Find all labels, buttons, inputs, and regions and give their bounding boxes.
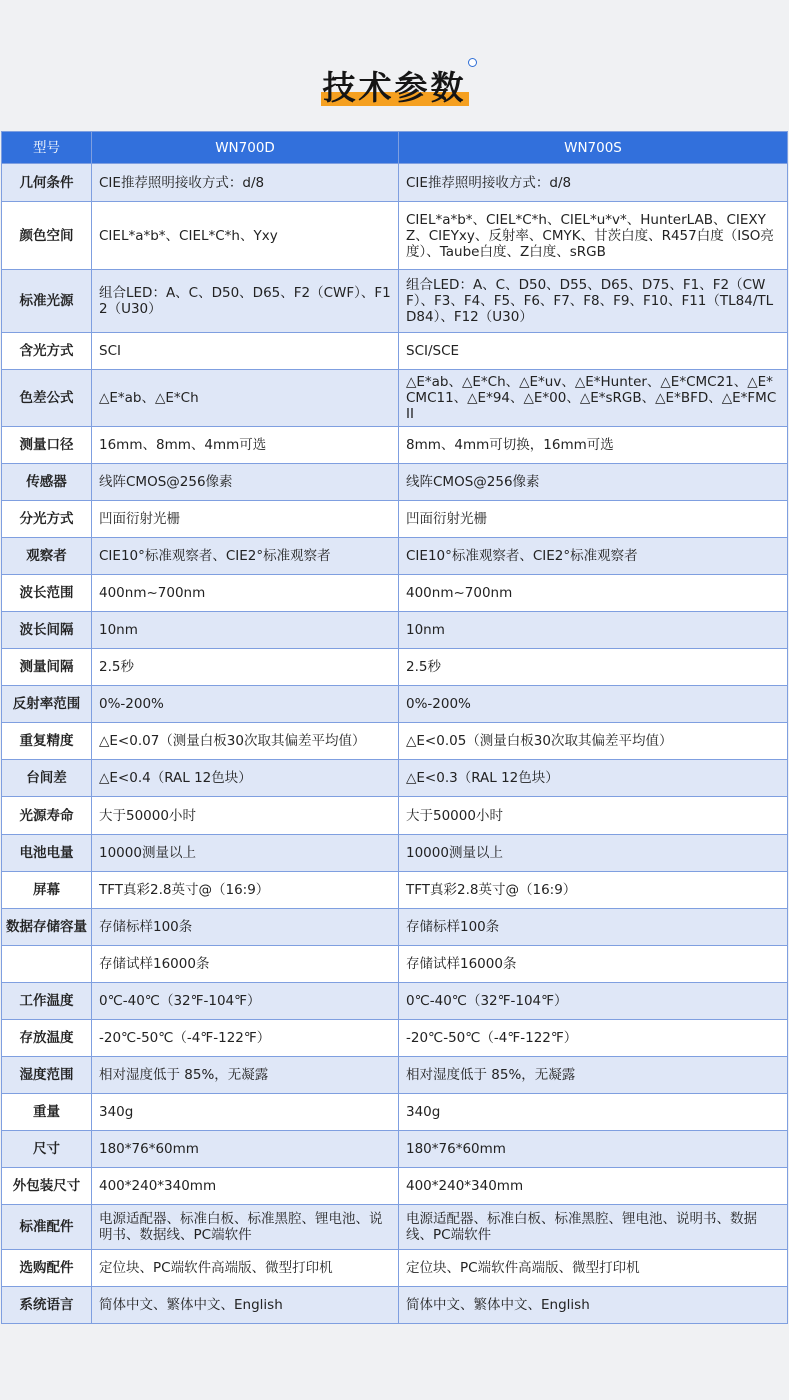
wn700d-value: 简体中文、繁体中文、English bbox=[92, 1287, 399, 1324]
wn700d-value: 定位块、PC端软件高端版、微型打印机 bbox=[92, 1250, 399, 1287]
table-row bbox=[2, 760, 788, 797]
row-label: 标准配件 bbox=[2, 1205, 92, 1250]
row-label: 屏幕 bbox=[2, 872, 92, 909]
wn700d-value: 10nm bbox=[92, 612, 399, 649]
wn700s-value: CIE10°标准观察者、CIE2°标准观察者 bbox=[399, 538, 788, 575]
wn700s-value: △E<0.05（测量白板30次取其偏差平均值） bbox=[399, 723, 788, 760]
wn700d-value: 400*240*340mm bbox=[92, 1168, 399, 1205]
table-row bbox=[2, 686, 788, 723]
wn700s-value: 400*240*340mm bbox=[399, 1168, 788, 1205]
wn700d-value: 相对湿度低于 85%，无凝露 bbox=[92, 1057, 399, 1094]
wn700s-value: 10000测量以上 bbox=[399, 835, 788, 872]
wn700d-value: 组合LED：A、C、D50、D65、F2（CWF）、F12（U30） bbox=[92, 270, 399, 333]
table-header-row bbox=[2, 132, 788, 164]
wn700d-value: 180*76*60mm bbox=[92, 1131, 399, 1168]
wn700d-value: 2.5秒 bbox=[92, 649, 399, 686]
row-label: 波长范围 bbox=[2, 575, 92, 612]
wn700s-value: 2.5秒 bbox=[399, 649, 788, 686]
table-row bbox=[2, 370, 788, 427]
row-label: 选购配件 bbox=[2, 1250, 92, 1287]
wn700s-value: 180*76*60mm bbox=[399, 1131, 788, 1168]
table-row bbox=[2, 1287, 788, 1324]
wn700s-value: 0%-200% bbox=[399, 686, 788, 723]
row-label: 重量 bbox=[2, 1094, 92, 1131]
row-label: 标准光源 bbox=[2, 270, 92, 333]
wn700s-value: 定位块、PC端软件高端版、微型打印机 bbox=[399, 1250, 788, 1287]
wn700s-value: 组合LED：A、C、D50、D55、D65、D75、F1、F2（CWF）、F3、F4、F5、F6、F7、F8、F9、F10、F11（TL84/TLD84）、F12（U30） bbox=[399, 270, 788, 333]
row-label: 电池电量 bbox=[2, 835, 92, 872]
wn700s-value: 340g bbox=[399, 1094, 788, 1131]
wn700d-value: 10000测量以上 bbox=[92, 835, 399, 872]
page-title-block bbox=[321, 68, 469, 108]
table-row bbox=[2, 202, 788, 270]
row-label: 分光方式 bbox=[2, 501, 92, 538]
header-wn700d: WN700D bbox=[92, 132, 399, 164]
table-row bbox=[2, 575, 788, 612]
row-label: 反射率范围 bbox=[2, 686, 92, 723]
row-label: 外包装尺寸 bbox=[2, 1168, 92, 1205]
wn700d-value: 大于50000小时 bbox=[92, 797, 399, 835]
title-wrap bbox=[0, 68, 789, 108]
wn700d-value: 线阵CMOS@256像素 bbox=[92, 464, 399, 501]
table-row bbox=[2, 872, 788, 909]
table-row bbox=[2, 538, 788, 575]
circle-dot-icon bbox=[468, 58, 477, 67]
wn700d-value: 400nm~700nm bbox=[92, 575, 399, 612]
wn700d-value: 存储标样100条 bbox=[92, 909, 399, 946]
row-label: 测量口径 bbox=[2, 427, 92, 464]
wn700d-value: △E<0.4（RAL 12色块） bbox=[92, 760, 399, 797]
table-row bbox=[2, 612, 788, 649]
wn700s-value: CIE推荐照明接收方式：d/8 bbox=[399, 164, 788, 202]
wn700s-value: 凹面衍射光栅 bbox=[399, 501, 788, 538]
wn700s-value: -20℃-50℃（-4℉-122℉） bbox=[399, 1020, 788, 1057]
table-row bbox=[2, 1205, 788, 1250]
row-label: 重复精度 bbox=[2, 723, 92, 760]
row-label: 工作温度 bbox=[2, 983, 92, 1020]
wn700s-value: SCI/SCE bbox=[399, 333, 788, 370]
wn700s-value: 存储试样16000条 bbox=[399, 946, 788, 983]
wn700s-value: 400nm~700nm bbox=[399, 575, 788, 612]
row-label: 存放温度 bbox=[2, 1020, 92, 1057]
wn700s-value: 10nm bbox=[399, 612, 788, 649]
wn700d-value: CIEL*a*b*、CIEL*C*h、Yxy bbox=[92, 202, 399, 270]
wn700s-value: △E<0.3（RAL 12色块） bbox=[399, 760, 788, 797]
table-row bbox=[2, 649, 788, 686]
table-row bbox=[2, 464, 788, 501]
wn700s-value: △E*ab、△E*Ch、△E*uv、△E*Hunter、△E*CMC21、△E*CMC11、△E*94、△E*00、△E*sRGB、△E*BFD、△E*FMCII bbox=[399, 370, 788, 427]
table-row bbox=[2, 1250, 788, 1287]
spec-table bbox=[1, 131, 788, 1324]
wn700s-value: 电源适配器、标准白板、标准黑腔、锂电池、说明书、数据线、PC端软件 bbox=[399, 1205, 788, 1250]
row-label: 光源寿命 bbox=[2, 797, 92, 835]
row-label: 颜色空间 bbox=[2, 202, 92, 270]
row-label: 系统语言 bbox=[2, 1287, 92, 1324]
wn700s-value: 简体中文、繁体中文、English bbox=[399, 1287, 788, 1324]
table-row bbox=[2, 797, 788, 835]
table-row bbox=[2, 946, 788, 983]
wn700d-value: CIE10°标准观察者、CIE2°标准观察者 bbox=[92, 538, 399, 575]
wn700d-value: △E<0.07（测量白板30次取其偏差平均值） bbox=[92, 723, 399, 760]
table-row bbox=[2, 1131, 788, 1168]
wn700s-value: 8mm、4mm可切换，16mm可选 bbox=[399, 427, 788, 464]
table-row bbox=[2, 1057, 788, 1094]
page-header bbox=[0, 0, 789, 131]
header-model: 型号 bbox=[2, 132, 92, 164]
table-row bbox=[2, 1094, 788, 1131]
row-label: 传感器 bbox=[2, 464, 92, 501]
table-row bbox=[2, 723, 788, 760]
wn700s-value: 相对湿度低于 85%，无凝露 bbox=[399, 1057, 788, 1094]
wn700s-value: 0℃-40℃（32℉-104℉） bbox=[399, 983, 788, 1020]
row-label: 含光方式 bbox=[2, 333, 92, 370]
wn700s-value: TFT真彩2.8英寸@（16:9） bbox=[399, 872, 788, 909]
wn700d-value: 凹面衍射光栅 bbox=[92, 501, 399, 538]
row-label: 尺寸 bbox=[2, 1131, 92, 1168]
wn700s-value: 线阵CMOS@256像素 bbox=[399, 464, 788, 501]
table-row bbox=[2, 501, 788, 538]
row-label bbox=[2, 946, 92, 983]
table-row bbox=[2, 333, 788, 370]
wn700d-value: -20℃-50℃（-4℉-122℉） bbox=[92, 1020, 399, 1057]
table-row bbox=[2, 983, 788, 1020]
wn700d-value: 0℃-40℃（32℉-104℉） bbox=[92, 983, 399, 1020]
row-label: 色差公式 bbox=[2, 370, 92, 427]
wn700d-value: 电源适配器、标准白板、标准黑腔、锂电池、说明书、数据线、PC端软件 bbox=[92, 1205, 399, 1250]
page-title: 技术参数 bbox=[322, 68, 467, 107]
header-wn700s: WN700S bbox=[399, 132, 788, 164]
row-label: 几何条件 bbox=[2, 164, 92, 202]
wn700d-value: CIE推荐照明接收方式：d/8 bbox=[92, 164, 399, 202]
table-row bbox=[2, 1168, 788, 1205]
wn700d-value: SCI bbox=[92, 333, 399, 370]
row-label: 测量间隔 bbox=[2, 649, 92, 686]
row-label: 湿度范围 bbox=[2, 1057, 92, 1094]
wn700s-value: CIEL*a*b*、CIEL*C*h、CIEL*u*v*、HunterLAB、CIEXYZ、CIEYxy、反射率、CMYK、甘茨白度、R457白度（ISO亮度）、Taube白度、Z白度、sRGB bbox=[399, 202, 788, 270]
row-label: 观察者 bbox=[2, 538, 92, 575]
table-row bbox=[2, 164, 788, 202]
wn700d-value: 存储试样16000条 bbox=[92, 946, 399, 983]
wn700d-value: △E*ab、△E*Ch bbox=[92, 370, 399, 427]
wn700d-value: TFT真彩2.8英寸@（16:9） bbox=[92, 872, 399, 909]
table-row bbox=[2, 427, 788, 464]
wn700d-value: 340g bbox=[92, 1094, 399, 1131]
wn700d-value: 16mm、8mm、4mm可选 bbox=[92, 427, 399, 464]
row-label: 波长间隔 bbox=[2, 612, 92, 649]
table-row bbox=[2, 270, 788, 333]
row-label: 数据存储容量 bbox=[2, 909, 92, 946]
row-label: 台间差 bbox=[2, 760, 92, 797]
table-row bbox=[2, 835, 788, 872]
table-row bbox=[2, 909, 788, 946]
wn700s-value: 大于50000小时 bbox=[399, 797, 788, 835]
wn700s-value: 存储标样100条 bbox=[399, 909, 788, 946]
wn700d-value: 0%-200% bbox=[92, 686, 399, 723]
table-row bbox=[2, 1020, 788, 1057]
